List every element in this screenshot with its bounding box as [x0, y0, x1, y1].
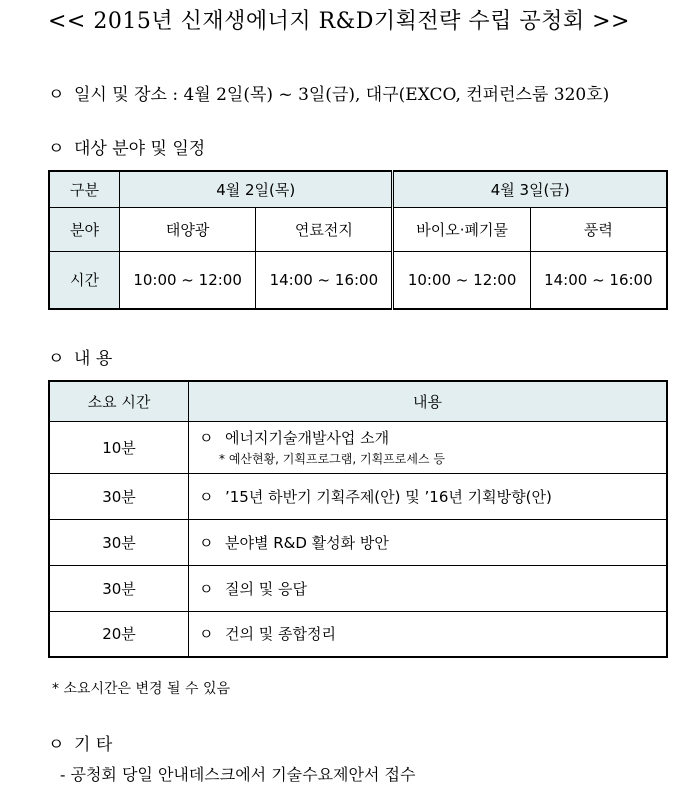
schedule-day1: 4월 2일(목)	[119, 171, 393, 207]
section-schedule-heading	[48, 134, 205, 159]
etc-item: - 공청회 당일 안내데스크에서 기술수요제안서 접수	[60, 765, 416, 784]
row-content-text: 분야별 R&D 활성화 방안	[225, 533, 389, 552]
schedule-location-text: 일시 및 장소 : 4월 2일(목) ~ 3일(금), 대구(EXCO, 컨퍼런스룸 320호)	[74, 85, 610, 105]
bullet-icon: ㅇ	[48, 139, 65, 159]
page-title: << 2015년 신재생에너지 R&D기획전략 수립 공청회 >>	[47, 9, 630, 34]
bullet-icon: ㅇ	[48, 735, 65, 755]
row-time: 30분	[49, 473, 189, 519]
bullet-icon: ㅇ	[48, 85, 65, 105]
row-time: 30분	[49, 565, 189, 611]
row-time: 30분	[49, 519, 189, 565]
schedule-field: 연료전지	[256, 207, 393, 251]
schedule-location-line	[48, 80, 609, 105]
bullet-icon: ㅇ	[199, 429, 214, 447]
table-row	[49, 519, 667, 565]
schedule-field: 풍력	[530, 207, 667, 251]
contents-table	[48, 380, 668, 658]
contents-header-content: 내용	[189, 381, 668, 421]
row-content	[189, 611, 668, 657]
row-content-text: 질의 및 응답	[225, 579, 307, 598]
section-contents-heading	[48, 344, 112, 369]
duration-note: * 소요시간은 변경 될 수 있음	[52, 681, 231, 697]
table-row	[49, 473, 667, 519]
schedule-col-label: 구분	[49, 171, 119, 207]
bullet-icon: ㅇ	[199, 533, 214, 552]
row-subnote: * 예산현황, 기획프로그램, 기획프로세스 등	[219, 452, 445, 466]
row-content	[189, 565, 668, 611]
section-etc-heading	[48, 730, 112, 755]
table-row	[49, 421, 667, 473]
schedule-day2: 4월 3일(금)	[393, 171, 667, 207]
schedule-field: 태양광	[119, 207, 255, 251]
bullet-icon: ㅇ	[199, 625, 214, 644]
table-row	[49, 565, 667, 611]
row-content-text: 에너지기술개발사업 소개	[225, 429, 390, 447]
schedule-time: 10:00 ~ 12:00	[119, 251, 255, 309]
bullet-icon: ㅇ	[199, 487, 214, 506]
section-schedule-text: 대상 분야 및 일정	[74, 139, 206, 159]
row-content-text: ’15년 하반기 기획주제(안) 및 ’16년 기획방향(안)	[225, 487, 552, 506]
row-content	[189, 473, 668, 519]
schedule-time: 14:00 ~ 16:00	[256, 251, 393, 309]
schedule-field-label: 분야	[49, 207, 119, 251]
row-time: 20분	[49, 611, 189, 657]
schedule-field: 바이오·폐기물	[393, 207, 530, 251]
bullet-icon: ㅇ	[199, 579, 214, 598]
row-time: 10분	[49, 421, 189, 473]
schedule-time: 10:00 ~ 12:00	[393, 251, 530, 309]
bullet-icon: ㅇ	[48, 349, 65, 369]
row-content-text: 건의 및 종합정리	[225, 625, 336, 644]
row-content	[189, 519, 668, 565]
schedule-table	[48, 170, 668, 310]
row-content	[189, 421, 668, 473]
section-contents-text: 내 용	[74, 349, 113, 369]
table-row	[49, 611, 667, 657]
contents-header-time: 소요 시간	[49, 381, 189, 421]
schedule-time: 14:00 ~ 16:00	[530, 251, 667, 309]
section-etc-text: 기 타	[74, 735, 113, 755]
schedule-time-label: 시간	[49, 251, 119, 309]
